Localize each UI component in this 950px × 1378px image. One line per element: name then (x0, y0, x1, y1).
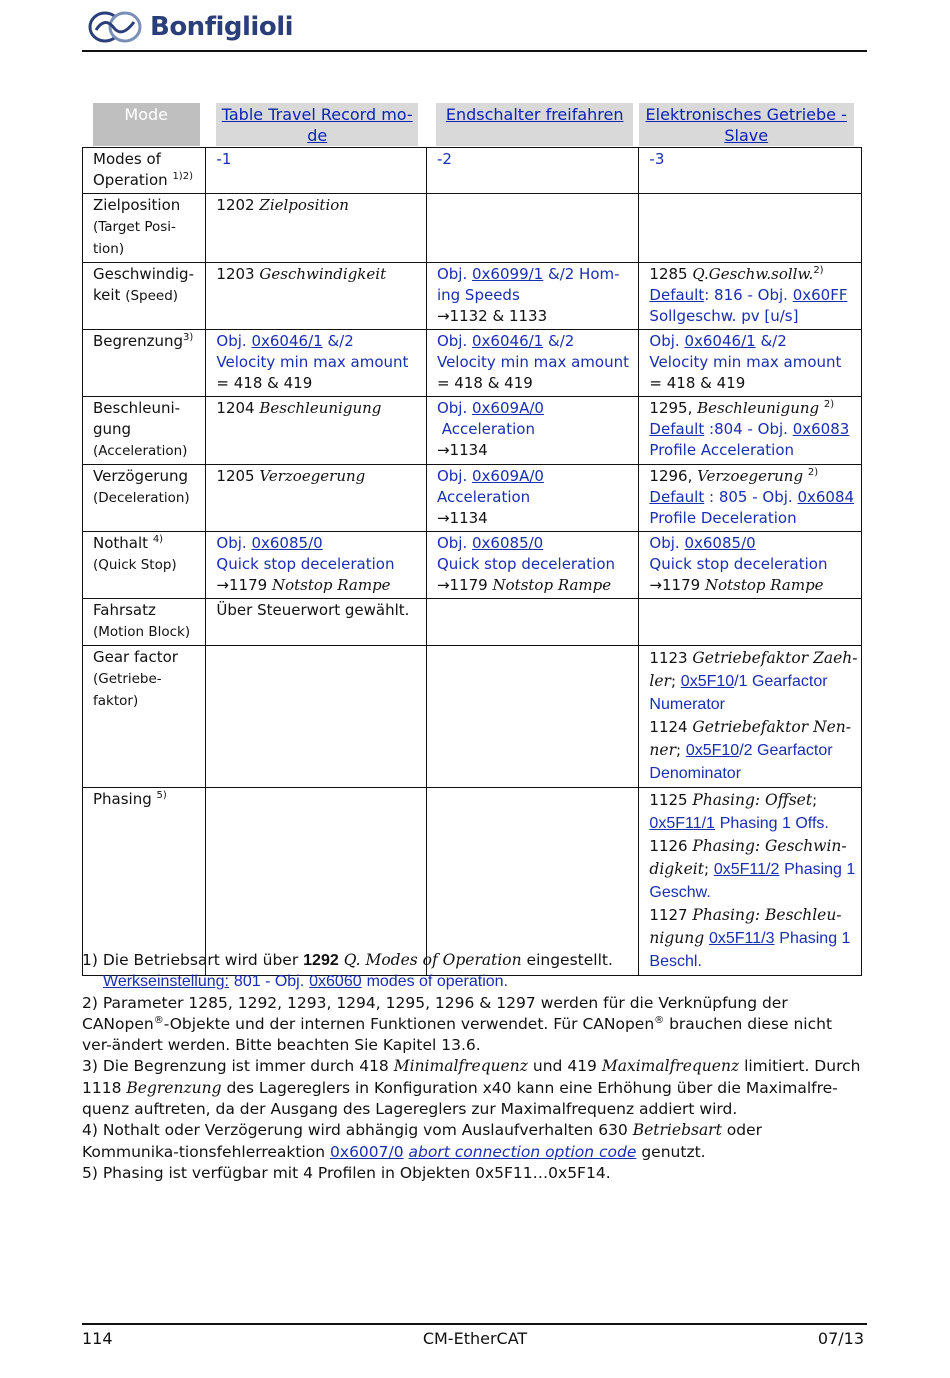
obj-link[interactable]: 0x6085/0 (684, 533, 756, 552)
default-link[interactable]: Default (649, 285, 705, 304)
footnote-3: 3) Die Begrenzung ist immer durch 418 Minimalfrequenz und 419 Maximalfrequenz limitiert. Durch 1118 Begrenzung des Lagereglers in Konfiguration x40 kann eine Erhöhung über die Maximalfre-quenz auftreten, da der Ausgang des Lagereglers zur Maximalfrequenz addiert wird. (82, 1057, 861, 1119)
header-mode: Mode (93, 103, 200, 146)
obj-link[interactable]: 0x5F11/1 (649, 814, 715, 832)
obj-link[interactable]: 0x5F11/3 (708, 929, 775, 947)
cell-empty (426, 645, 638, 787)
cell-speed-3: 1285 Q.Geschw.sollw.$^{2)}$ Default: 816 - Obj. 0x60FF Sollgeschw. pv [u/s] (639, 262, 862, 329)
header-endschalter[interactable]: Endschalter freifahren (436, 103, 632, 146)
default-link[interactable]: Default (649, 419, 705, 438)
cell-accel-2: Obj. 0x609A/0 Acceleration →1134 (426, 396, 638, 464)
cell-decel-3: 1296, Verzoegerung $^{2)}$ Default : 805 - Obj. 0x6084 Profile Deceleration (639, 464, 862, 531)
obj-link[interactable]: 0x6085/0 (472, 533, 544, 552)
obj-link[interactable]: 0x6083 (792, 419, 850, 438)
row-label: Nothalt $^{4)}$ (Quick Stop) (83, 531, 206, 598)
cell-mode-1: -1 (206, 147, 427, 193)
cell-decel-2: Obj. 0x609A/0 Acceleration →1134 (426, 464, 638, 531)
cell-accel-1: 1204 Beschleunigung (206, 396, 427, 464)
cell-mode-3: -3 (639, 147, 862, 193)
cell-empty (639, 598, 862, 645)
obj-link[interactable]: 0x5F10 (680, 672, 735, 690)
mode-table (82, 103, 862, 976)
cell-qstop-2: Obj. 0x6085/0 Quick stop deceleration →1179 Notstop Rampe (426, 531, 638, 598)
table-row (83, 598, 862, 645)
obj-link[interactable]: 0x6007/0 (330, 1142, 404, 1161)
table-row (83, 396, 862, 464)
cell-limit-2: Obj. 0x6046/1 &/2 Velocity min max amount = 418 & 419 (426, 329, 638, 396)
table-row (83, 531, 862, 598)
obj-link[interactable]: 0x609A/0 (472, 398, 544, 417)
footer-rule (82, 1323, 867, 1325)
footer-date: 07/13 (817, 1329, 864, 1348)
cell-limit-3: Obj. 0x6046/1 &/2 Velocity min max amount = 418 & 419 (639, 329, 862, 396)
cell-limit-1: Obj. 0x6046/1 &/2 Velocity min max amount = 418 & 419 (206, 329, 427, 396)
table-row (83, 464, 862, 531)
cell-empty (206, 787, 427, 975)
logo-mark-icon (88, 10, 146, 44)
header-table-travel-record[interactable]: Table Travel Record mo-de (216, 103, 419, 146)
footnote-1-default: Werkseinstellung: 801 - Obj. 0x6060 modes of operation. (103, 973, 508, 991)
obj-link[interactable]: 0x6046/1 (251, 331, 323, 350)
table-row (83, 193, 862, 262)
table-row (83, 329, 862, 396)
obj-link[interactable]: 0x6084 (797, 487, 855, 506)
footnote-5: 5) Phasing ist verfügbar mit 4 Profilen in Objekten 0x5F11…0x5F14. (82, 1163, 611, 1182)
logo-text: Bonfiglioli (150, 12, 294, 42)
cell-block-1: Über Steuerwort gewählt. (206, 598, 427, 645)
table-row (83, 262, 862, 329)
abort-connection-link[interactable]: abort connection option code (408, 1142, 637, 1161)
cell-empty (426, 787, 638, 975)
cell-empty (639, 193, 862, 262)
row-label: Modes of Operation $^{1)2)}$ (83, 147, 206, 193)
cell-gear-3: 1123 Getriebefaktor Zaeh-ler; 0x5F10/1 Gearfactor Numerator 1124 Getriebefaktor Nen-ner; 0x5F10/2 Gearfactor Denominator (639, 645, 862, 787)
row-label: Phasing $^{5)}$ (83, 787, 206, 975)
arrow-right-icon: → (216, 575, 229, 594)
arrow-right-icon: → (649, 575, 662, 594)
obj-link[interactable]: 0x6046/1 (684, 331, 756, 350)
obj-link[interactable]: 0x6046/1 (472, 331, 544, 350)
row-label: Gear factor (Getriebe-faktor) (83, 645, 206, 787)
obj-link[interactable]: 0x60FF (792, 285, 848, 304)
cell-zielposition: 1202 Zielposition (206, 193, 427, 262)
cell-speed-1: 1203 Geschwindigkeit (206, 262, 427, 329)
arrow-right-icon: → (436, 508, 450, 527)
row-label: Verzögerung (Deceleration) (83, 464, 206, 531)
default-link[interactable]: Default (649, 487, 705, 506)
cell-accel-3: 1295, Beschleunigung $^{2)}$ Default :804 - Obj. 0x6083 Profile Acceleration (639, 396, 862, 464)
footer-title: CM-EtherCAT (422, 1329, 528, 1348)
row-label: Beschleuni-gung (Acceleration) (83, 396, 206, 464)
cell-decel-1: 1205 Verzoegerung (206, 464, 427, 531)
table-header-row (83, 103, 862, 147)
obj-link[interactable]: 0x6060 (309, 973, 362, 991)
obj-link[interactable]: 0x609A/0 (472, 466, 544, 485)
table-row (83, 147, 862, 193)
arrow-right-icon: → (436, 440, 450, 459)
table-row (83, 645, 862, 787)
arrow-right-icon: → (436, 575, 450, 594)
row-label: Zielposition (Target Posi-tion) (83, 193, 206, 262)
cell-speed-2: Obj. 0x6099/1 &/2 Hom-ing Speeds →1132 & 1133 (426, 262, 638, 329)
table-row (83, 787, 862, 975)
cell-phasing-3: 1125 Phasing: Offset; 0x5F11/1 Phasing 1 Offs. 1126 Phasing: Geschwin-digkeit; 0x5F11/2 Phasing 1 Geschw. 1127 Phasing: Beschleu-nigung 0x5F11/3 Phasing 1 Beschl. (639, 787, 862, 975)
cell-empty (426, 193, 638, 262)
cell-empty (426, 598, 638, 645)
header-rule (82, 50, 867, 52)
row-label: Begrenzung$^{3)}$ (83, 329, 206, 396)
obj-link[interactable]: 0x5F11/2 (713, 860, 780, 878)
arrow-right-icon: → (436, 306, 450, 325)
footnote-2: 2) Parameter 1285, 1292, 1293, 1294, 1295, 1296 & 1297 werden für die Verknüpfung der CANopen®-Objekte und der internen Funktionen verwendet. Für CANopen® brauchen diese nicht ver-ändert werden. Bitte beachten Sie Kapitel 13.6. (82, 993, 833, 1055)
cell-qstop-1: Obj. 0x6085/0 Quick stop deceleration →1179 Notstop Rampe (206, 531, 427, 598)
cell-mode-2: -2 (426, 147, 638, 193)
bonfiglioli-logo (88, 10, 293, 44)
obj-link[interactable]: 0x6085/0 (251, 533, 323, 552)
obj-link[interactable]: 0x5F10 (685, 741, 740, 759)
footnote-1: 1) Die Betriebsart wird über 1292 Q. Modes of Operation eingestellt. (82, 951, 613, 969)
werkseinstellung-link[interactable]: Werkseinstellung: (103, 973, 229, 991)
row-label: Geschwindig-keit (Speed) (83, 262, 206, 329)
footnote-4: 4) Nothalt oder Verzögerung wird abhängig vom Auslaufverhalten 630 Betriebsart oder Kommunika-tionsfehlerreaktion 0x6007/0 abort connection option code genutzt. (82, 1121, 762, 1161)
page-header (82, 8, 867, 48)
header-elektronisches-getriebe[interactable]: Elektronisches Getriebe - Slave (639, 103, 854, 146)
page-number: 114 (82, 1329, 113, 1348)
row-label: Fahrsatz (Motion Block) (83, 598, 206, 645)
obj-link[interactable]: 0x6099/1 (472, 264, 544, 283)
cell-qstop-3: Obj. 0x6085/0 Quick stop deceleration →1179 Notstop Rampe (639, 531, 862, 598)
cell-empty (206, 645, 427, 787)
footnotes (82, 950, 862, 1184)
